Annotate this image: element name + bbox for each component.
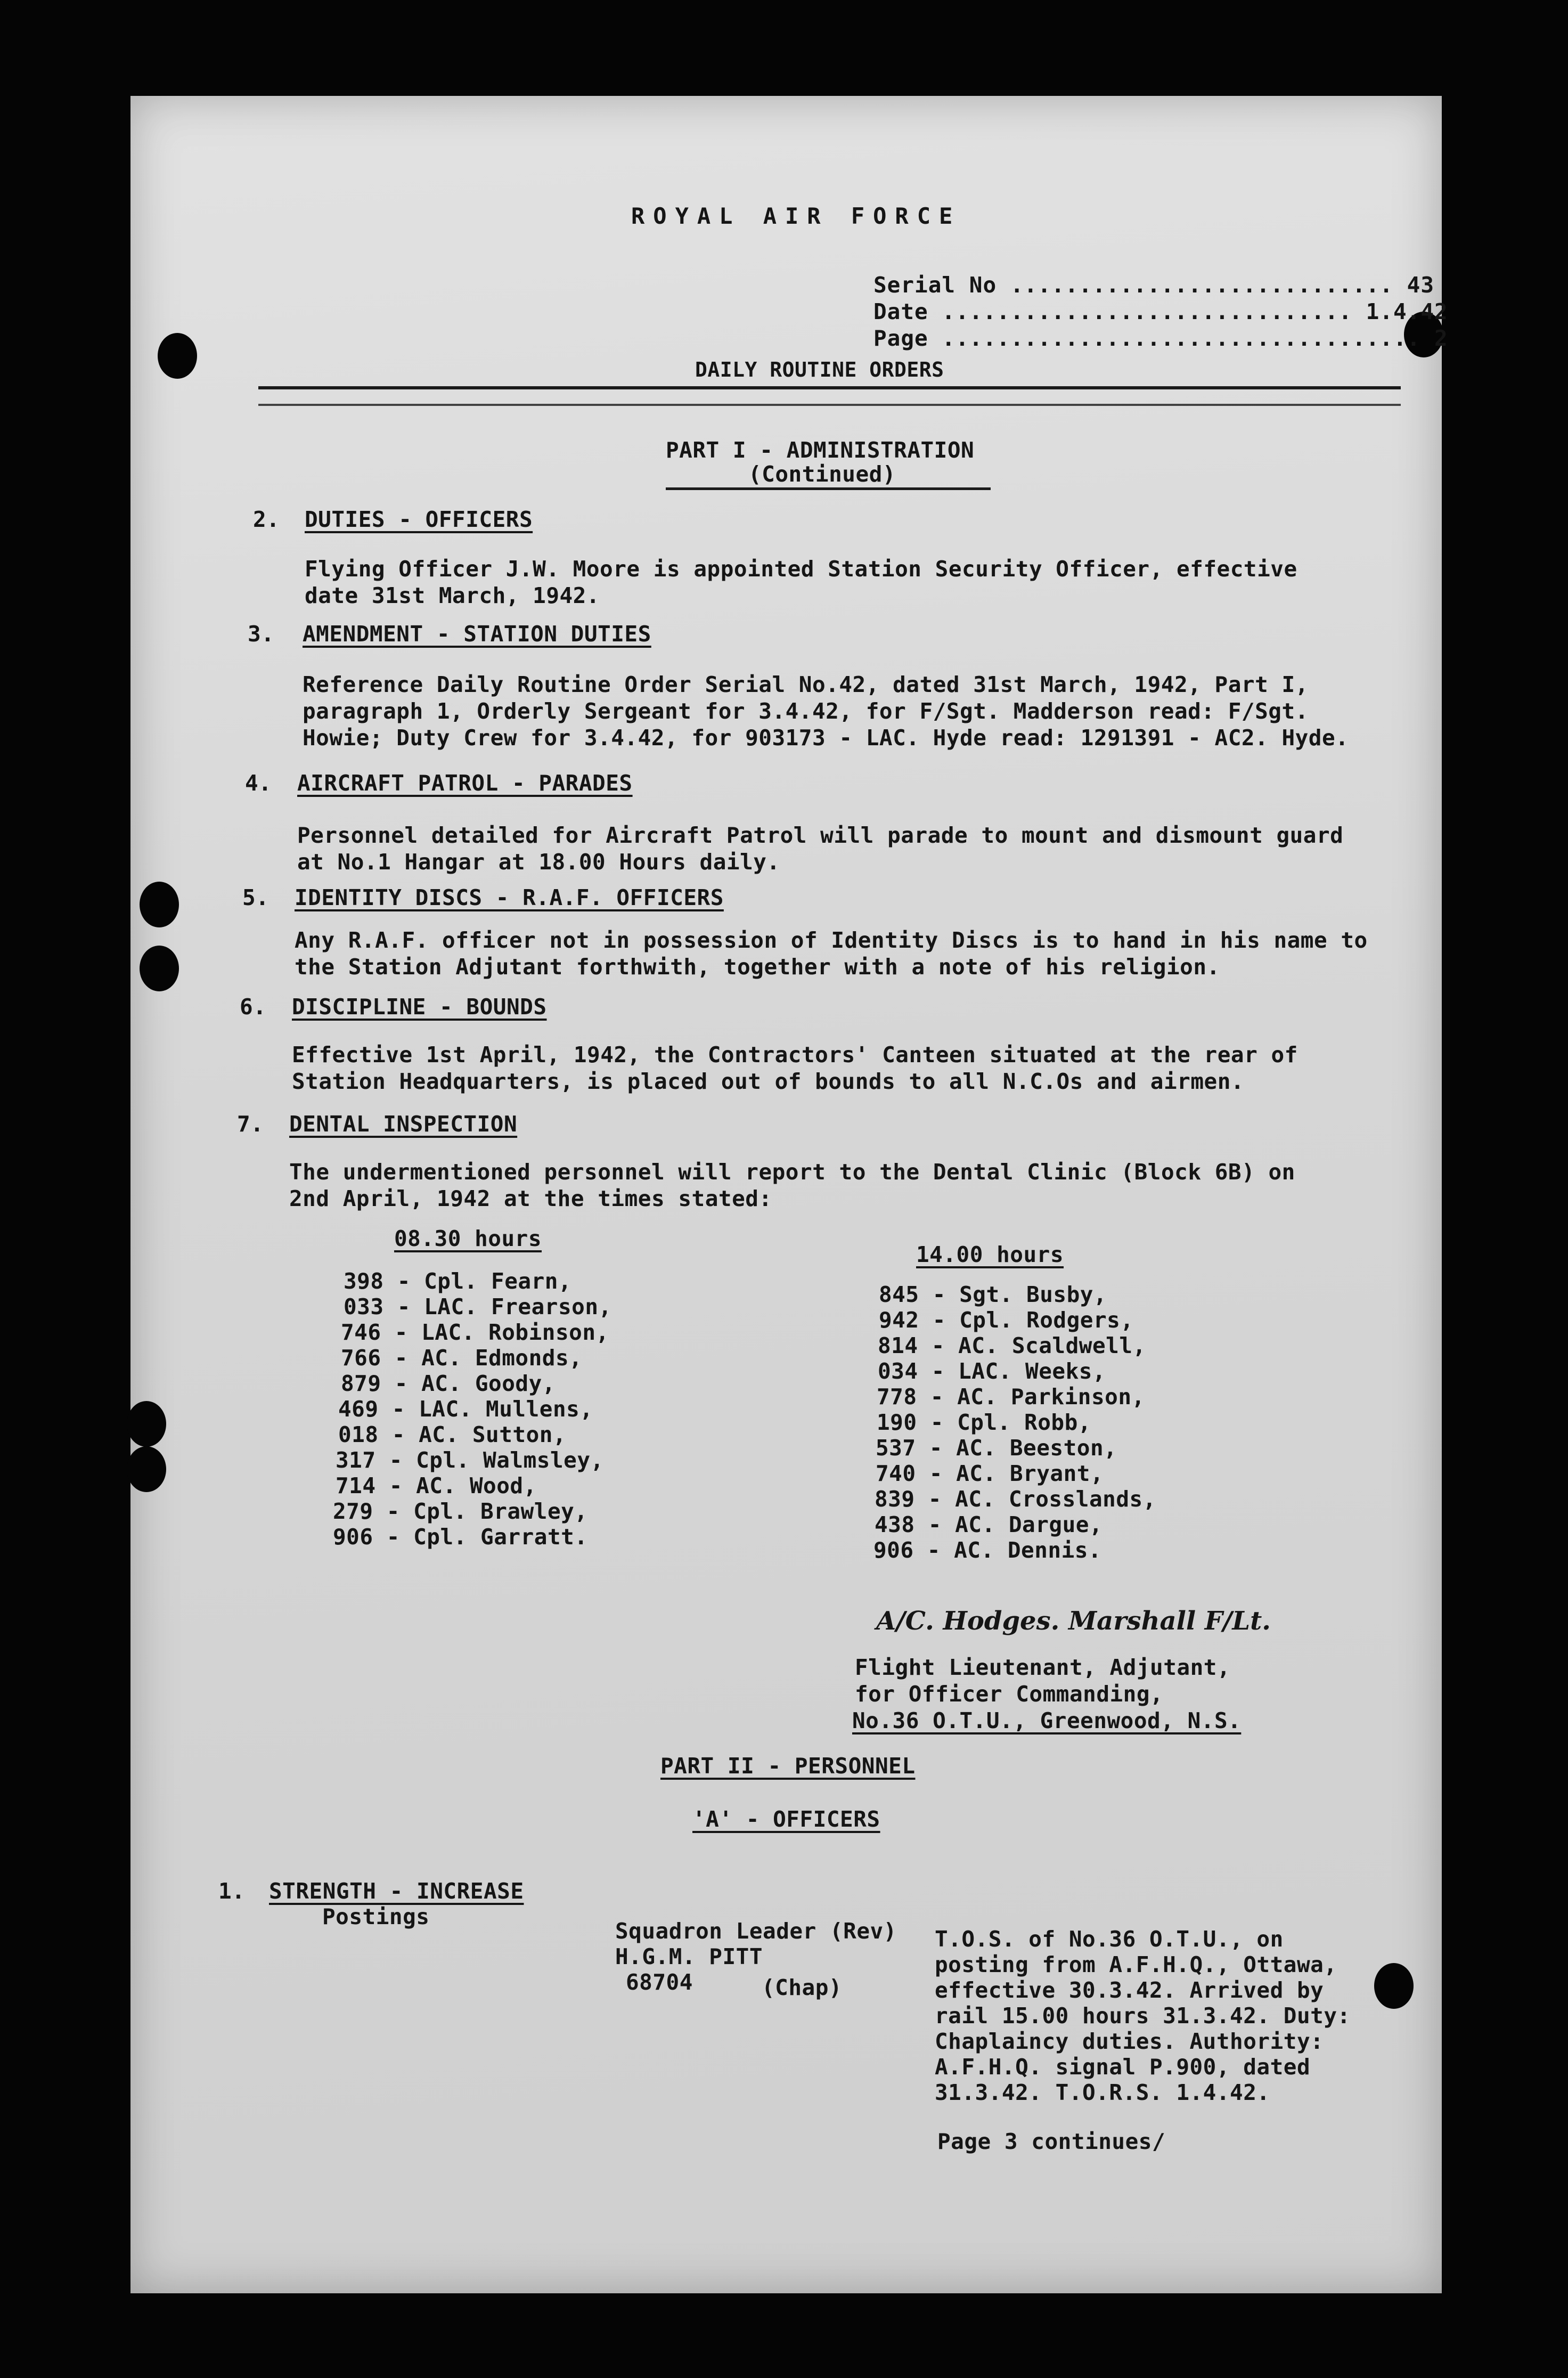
item-heading: DENTAL INSPECTION [289,1111,518,1137]
dental-list-heading-morning: 08.30 hours [394,1226,542,1251]
posting-detail-line: T.O.S. of No.36 O.T.U., on [935,1926,1284,1952]
serial-number: Serial No ............................ 43 [873,272,1435,298]
dental-list-heading-afternoon: 14.00 hours [916,1242,1064,1267]
dental-list-entry: 839 - AC. Crosslands, [875,1486,1156,1512]
officer-rank: Squadron Leader (Rev) [615,1918,897,1944]
dental-list-entry: 778 - AC. Parkinson, [877,1384,1145,1410]
page-number: Page ................................... 2 [873,325,1448,351]
dental-list-entry: 034 - LAC. Weeks, [878,1358,1106,1384]
item-heading: STRENGTH - INCREASE [269,1878,524,1904]
dental-list-entry: 018 - AC. Sutton, [338,1422,567,1447]
punch-hole [1374,1963,1414,2009]
dental-list-entry: 746 - LAC. Robinson, [341,1320,609,1345]
dental-list-entry: 317 - Cpl. Walmsley, [336,1447,604,1473]
item-body-line: paragraph 1, Orderly Sergeant for 3.4.42, for F/Sgt. Madderson read: F/Sgt. [303,698,1309,724]
dental-list-entry: 879 - AC. Goody, [341,1371,556,1396]
document-title: ROYAL AIR FORCE [631,203,961,229]
dental-list-entry: 033 - LAC. Frearson, [344,1294,612,1320]
header-divider [258,386,1401,389]
part2-subheading: 'A' - OFFICERS [692,1806,880,1832]
dental-list-entry: 942 - Cpl. Rodgers, [879,1307,1134,1333]
item-body-line: Howie; Duty Crew for 3.4.42, for 903173 - LAC. Hyde read: 1291391 - AC2. Hyde. [303,725,1349,751]
item-body-line: date 31st March, 1942. [305,583,600,608]
header-divider-2 [258,404,1401,406]
item-body-line: Station Headquarters, is placed out of bounds to all N.C.Os and airmen. [292,1069,1245,1094]
item-body-line: Effective 1st April, 1942, the Contractors' Canteen situated at the rear of [292,1042,1298,1068]
item-body-line: the Station Adjutant forthwith, together with a note of his religion. [295,954,1220,980]
punch-hole [127,1446,166,1492]
item-body-line: Reference Daily Routine Order Serial No.42, dated 31st March, 1942, Part I, [303,672,1309,697]
item-body-line: Personnel detailed for Aircraft Patrol will parade to mount and dismount guard [297,822,1344,848]
dental-list-entry: 469 - LAC. Mullens, [338,1396,593,1422]
dental-list-entry: 906 - Cpl. Garratt. [333,1524,588,1550]
posting-detail-line: 31.3.42. T.O.R.S. 1.4.42. [935,2080,1270,2105]
item-body-line: at No.1 Hangar at 18.00 Hours daily. [297,849,780,875]
dental-list-entry: 845 - Sgt. Busby, [879,1282,1107,1307]
item-heading: DISCIPLINE - BOUNDS [292,994,547,1020]
posting-detail-line: effective 30.3.42. Arrived by [935,1977,1324,2003]
signature-line: for Officer Commanding, [855,1681,1164,1707]
punch-hole [158,333,197,379]
part1-heading: PART I - ADMINISTRATION [666,437,975,463]
signature-line: No.36 O.T.U., Greenwood, N.S. [852,1708,1242,1733]
item-heading: AMENDMENT - STATION DUTIES [303,621,651,647]
item-heading: IDENTITY DISCS - R.A.F. OFFICERS [295,885,724,910]
item-body-line: 2nd April, 1942 at the times stated: [289,1186,772,1211]
item-body-line: Flying Officer J.W. Moore is appointed Station Security Officer, effective [305,556,1297,582]
page-continues-note: Page 3 continues/ [937,2129,1166,2154]
date-field: Date .............................. 1.4.42 [873,299,1448,324]
punch-hole [140,946,179,991]
signature-line: Flight Lieutenant, Adjutant, [855,1655,1231,1680]
officer-name: H.G.M. PITT [615,1944,763,1969]
item-number: 7. [237,1111,264,1137]
punch-hole [140,882,179,927]
dental-list-entry: 906 - AC. Dennis. [873,1537,1102,1563]
dental-list-entry: 279 - Cpl. Brawley, [333,1499,588,1524]
dental-list-entry: 714 - AC. Wood, [336,1473,537,1499]
item-number: 4. [245,770,272,796]
part1-continued: (Continued) [748,461,896,487]
item-number: 1. [218,1878,246,1904]
handwritten-signature: A/C. Hodges. Marshall F/Lt. [876,1606,1271,1636]
dental-list-entry: 814 - AC. Scaldwell, [878,1333,1146,1358]
dental-list-entry: 740 - AC. Bryant, [876,1461,1104,1486]
part1-heading-underline [666,487,991,490]
item-number: 5. [242,885,270,910]
posting-detail-line: Chaplaincy duties. Authority: [935,2029,1324,2054]
item-number: 2. [253,507,280,532]
dental-list-entry: 398 - Cpl. Fearn, [344,1268,572,1294]
item-number: 6. [240,994,267,1020]
punch-hole [127,1401,166,1447]
dental-list-entry: 190 - Cpl. Robb, [877,1410,1091,1435]
officer-number: 68704 [626,1969,693,1995]
orders-title: DAILY ROUTINE ORDERS [695,358,944,381]
item-subheading: Postings [322,1904,430,1929]
item-number: 3. [248,621,275,647]
dental-list-entry: 766 - AC. Edmonds, [341,1345,583,1371]
part2-heading: PART II - PERSONNEL [660,1753,916,1779]
item-heading: DUTIES - OFFICERS [305,507,533,532]
item-heading: AIRCRAFT PATROL - PARADES [297,770,633,796]
dental-list-entry: 537 - AC. Beeston, [876,1435,1117,1461]
item-body-line: Any R.A.F. officer not in possession of Identity Discs is to hand in his name to [295,927,1368,953]
dental-list-entry: 438 - AC. Dargue, [875,1512,1103,1537]
item-body-line: The undermentioned personnel will report to the Dental Clinic (Block 6B) on [289,1159,1295,1185]
officer-role: (Chap) [762,1975,843,2000]
posting-detail-line: A.F.H.Q. signal P.900, dated [935,2054,1311,2080]
posting-detail-line: posting from A.F.H.Q., Ottawa, [935,1952,1337,1977]
posting-detail-line: rail 15.00 hours 31.3.42. Duty: [935,2003,1351,2029]
